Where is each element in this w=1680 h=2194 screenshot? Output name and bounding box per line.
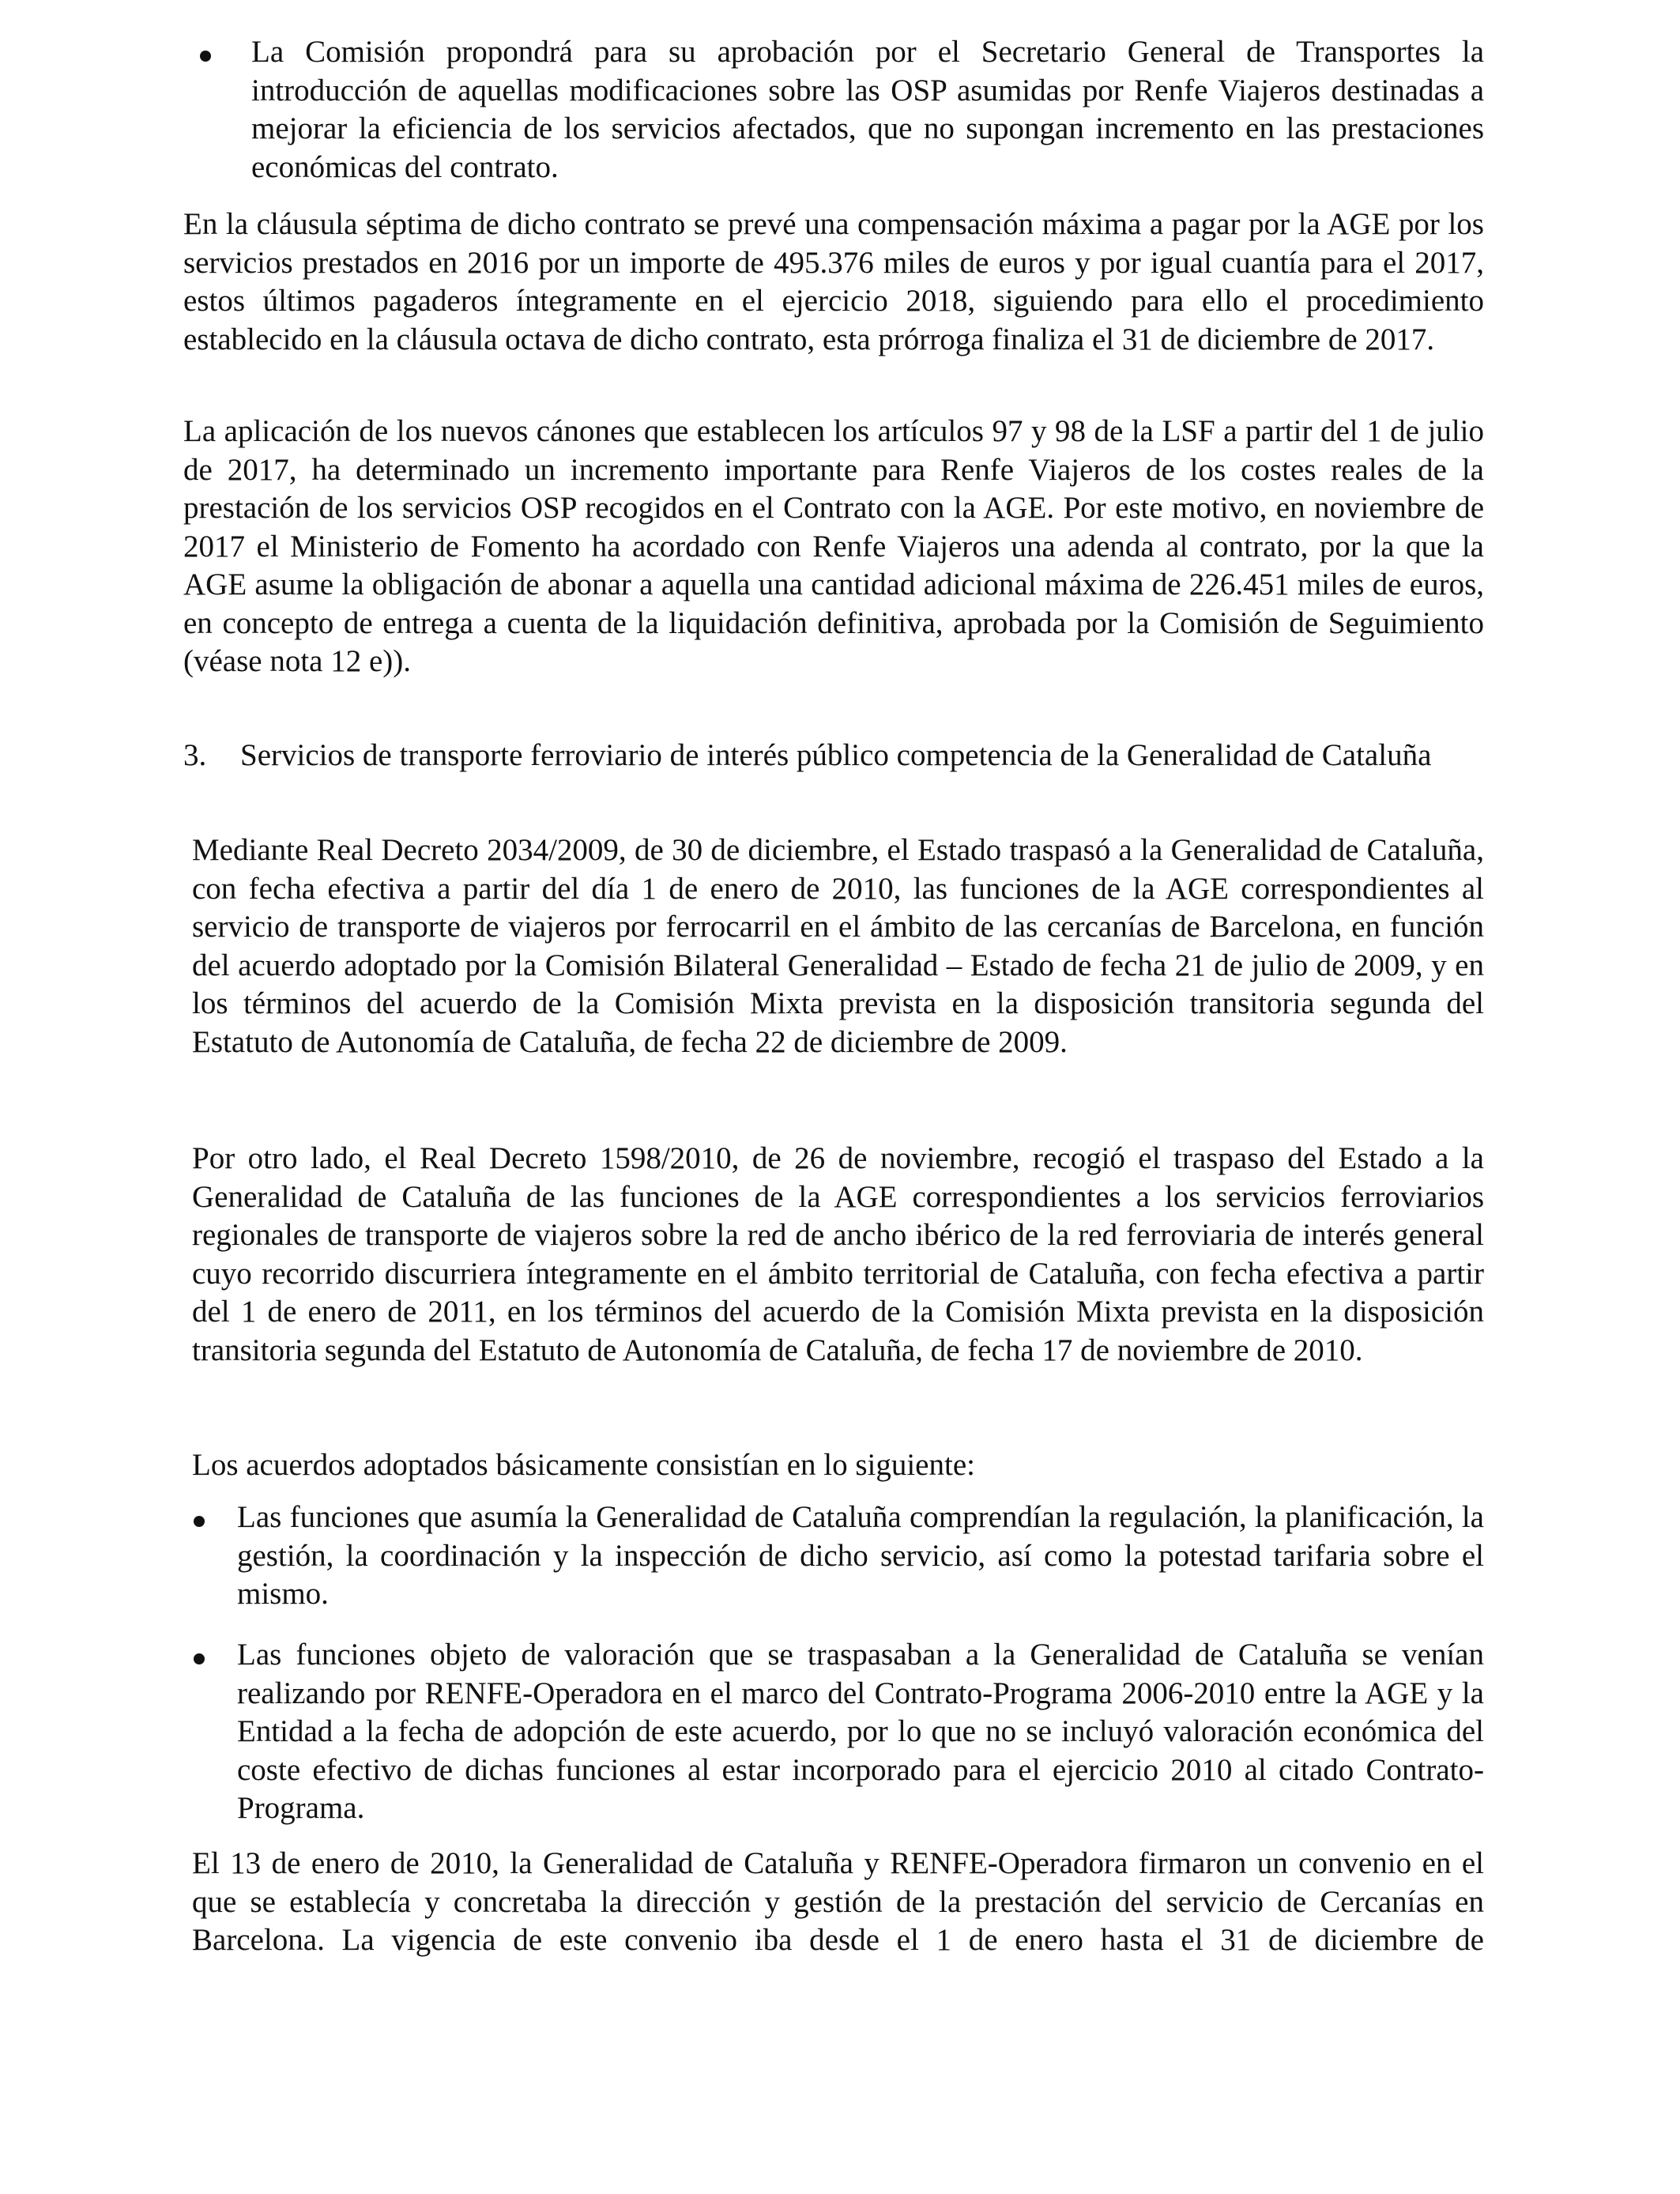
paragraph-real-decreto-2034: Mediante Real Decreto 2034/2009, de 30 de diciembre, el Estado traspasó a la Generalidad de Cataluña, con fecha efectiva a partir del día 1 de enero de 2010, las funciones de la AGE correspondientes al servicio de transporte de viajeros por ferrocarril en el ámbito de las cercanías de Barcelona, en función del acuerdo adoptado por la Comisión Bilateral Generalidad – Estado de fecha 21 de julio de 2009, y en los términos del acuerdo de la Comisión Mixta prevista en la disposición transitoria segunda del Estatuto de Autonomía de Cataluña, de fecha 22 de diciembre de 2009.: [192, 833, 1484, 1059]
paragraph-acuerdos: Los acuerdos adoptados básicamente consistían en lo siguiente:: [192, 1448, 975, 1482]
bullet-icon: [200, 51, 211, 62]
paragraph-canones: La aplicación de los nuevos cánones que establecen los artículos 97 y 98 de la LSF a partir del 1 de julio de 2017, ha determinado un incremento importante para Renfe Viajeros de los costes reales de la prestación de los servicios OSP recogidos en el Contrato con la AGE. Por este motivo, en noviembre de 2017 el Ministerio de Fomento ha acordado con Renfe Viajeros una adenda al contrato, por la que la AGE asume la obligación de abonar a aquella una cantidad adicional máxima de 226.451 miles de euros, en concepto de entrega a cuenta de la liquidación definitiva, aprobada por la Comisión de Seguimiento (véase nota 12 e)).: [183, 414, 1484, 678]
bullet-icon: [194, 1653, 205, 1664]
bullet-icon: [194, 1516, 205, 1527]
paragraph-compensation: En la cláusula séptima de dicho contrato se prevé una compensación máxima a pagar por la AGE por los servicios prestados en 2016 por un importe de 495.376 miles de euros y por igual cuantía para el 2017, estos últimos pagaderos íntegramente en el ejercicio 2018, siguiendo para ello el procedimiento establecido en la cláusula octava de dicho contrato, esta prórroga finaliza el 31 de diciembre de 2017.: [183, 207, 1484, 356]
paragraph-real-decreto-1598: Por otro lado, el Real Decreto 1598/2010, de 26 de noviembre, recogió el traspaso del Estado a la Generalidad de Cataluña de las funciones de la AGE correspondientes a los servicios ferroviarios regionales de transporte de viajeros sobre la red de ancho ibérico de la red ferroviaria de interés general cuyo recorrido discurriera íntegramente en el ámbito territorial de Cataluña, con fecha efectiva a partir del 1 de enero de 2011, en los términos del acuerdo de la Comisión Mixta prevista en la disposición transitoria segunda del Estatuto de Autonomía de Cataluña, de fecha 17 de noviembre de 2010.: [192, 1141, 1484, 1367]
section-number: 3.: [183, 738, 207, 772]
section-heading: Servicios de transporte ferroviario de interés público competencia de la Generalidad de Cataluña: [240, 738, 1432, 772]
bullet-funciones: Las funciones que asumía la Generalidad de Cataluña comprendían la regulación, la planificación, la gestión, la coordinación y la inspección de dicho servicio, así como la potestad tarifaria sobre el mismo.: [237, 1500, 1484, 1611]
intro-bullet-text: La Comisión propondrá para su aprobación por el Secretario General de Transportes la introducción de aquellas modificaciones sobre las OSP asumidas por Renfe Viajeros destinadas a mejorar la eficiencia de los servicios afectados, que no supongan incremento en las prestaciones económicas del contrato.: [251, 35, 1484, 184]
paragraph-convenio: El 13 de enero de 2010, la Generalidad de Cataluña y RENFE-Operadora firmaron un convenio en el que se establecía y concretaba la dirección y gestión de la prestación del servicio de Cercanías en Barcelona. La vigencia de este convenio iba desde el 1 de enero hasta el 31 de diciembre de: [192, 1846, 1484, 1957]
bullet-valoracion: Las funciones objeto de valoración que se traspasaban a la Generalidad de Cataluña se venían realizando por RENFE-Operadora en el marco del Contrato-Programa 2006-2010 entre la AGE y la Entidad a la fecha de adopción de este acuerdo, por lo que no se incluyó valoración económica del coste efectivo de dichas funciones al estar incorporado para el ejercicio 2010 al citado Contrato-Programa.: [237, 1638, 1484, 1825]
